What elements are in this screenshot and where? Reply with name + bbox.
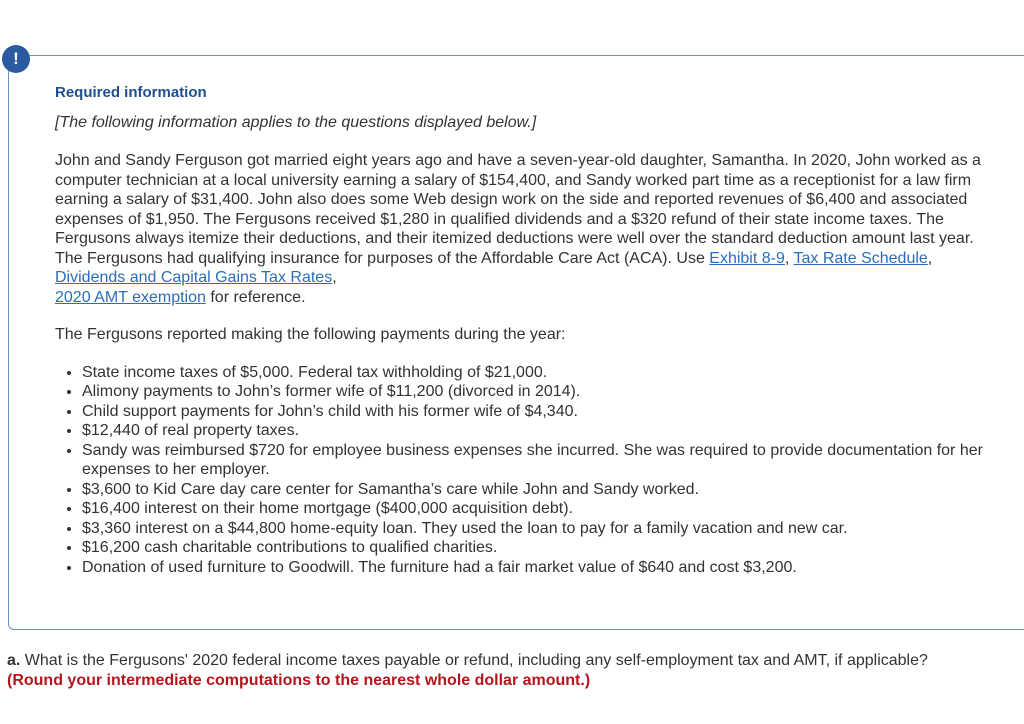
scenario-tail: for reference. [205, 288, 306, 306]
link-separator: , [784, 249, 794, 267]
list-item: • $16,400 interest on their home mortgage ($400,000 acquisition debt). [82, 499, 995, 519]
required-information-content [55, 83, 995, 577]
question-label: a. [7, 652, 21, 669]
list-item: • $12,440 of real property taxes. [82, 421, 995, 441]
list-item: • Donation of used furniture to Goodwill. The furniture had a fair market value of $640 and cost $3,200. [82, 558, 995, 578]
amt-exemption-link[interactable]: 2020 AMT exemption [55, 288, 206, 306]
list-item: • $16,200 cash charitable contributions to qualified charities. [82, 538, 995, 558]
list-item: • Sandy was reimbursed $720 for employee business expenses she incurred. She was required to provide documentation for her expenses to her employer. [82, 441, 995, 480]
question-text: What is the Fergusons' 2020 federal income taxes payable or refund, including any self-employment tax and AMT, if applicable? [20, 652, 928, 669]
list-item: • Child support payments for John’s child with his former wife of $4,340. [82, 402, 995, 422]
alert-icon: ! [2, 45, 30, 73]
tax-rate-schedule-link[interactable]: Tax Rate Schedule [793, 249, 928, 267]
scenario-text: John and Sandy Ferguson got married eight years ago and have a seven-year-old daughter, Samantha. In 2020, John worked as a computer technician at a local university earning a salary of $154,400, and Sandy worked part time as a receptionist for a law firm earning a salary of $31,400. John also does some Web design work on the side and reported revenues of $6,400 and associated expenses of $1,950. The Fergusons received $1,280 in qualified dividends and a $320 refund of their state income taxes. The Fergusons always itemize their deductions, and their itemized deductions were well over the standard deduction amount last year. The Fergusons had qualifying insurance for purposes of the Affordable Care Act (ACA). Use [55, 152, 981, 267]
list-item: • $3,360 interest on a $44,800 home-equity loan. They used the loan to pay for a family vacation and new car. [82, 519, 995, 539]
list-item: • $3,600 to Kid Care day care center for Samantha’s care while John and Sandy worked. [82, 480, 995, 500]
exhibit-8-9-link[interactable]: Exhibit 8-9 [709, 249, 785, 267]
list-item: • State income taxes of $5,000. Federal tax withholding of $21,000. [82, 363, 995, 383]
section-heading: Required information [55, 84, 207, 101]
link-separator: , [332, 269, 337, 286]
question-instruction: (Round your intermediate computations to the nearest whole dollar amount.) [7, 672, 591, 689]
question-a [7, 651, 1022, 691]
dividends-capital-gains-link[interactable]: Dividends and Capital Gains Tax Rates [55, 269, 333, 286]
payments-intro: The Fergusons reported making the following payments during the year: [55, 326, 566, 343]
link-separator: , [927, 249, 933, 267]
section-note: [The following information applies to the questions displayed below.] [55, 114, 537, 131]
scenario-paragraph [55, 151, 995, 307]
payments-list [55, 363, 995, 578]
list-item: • Alimony payments to John’s former wife of $11,200 (divorced in 2014). [82, 382, 995, 402]
